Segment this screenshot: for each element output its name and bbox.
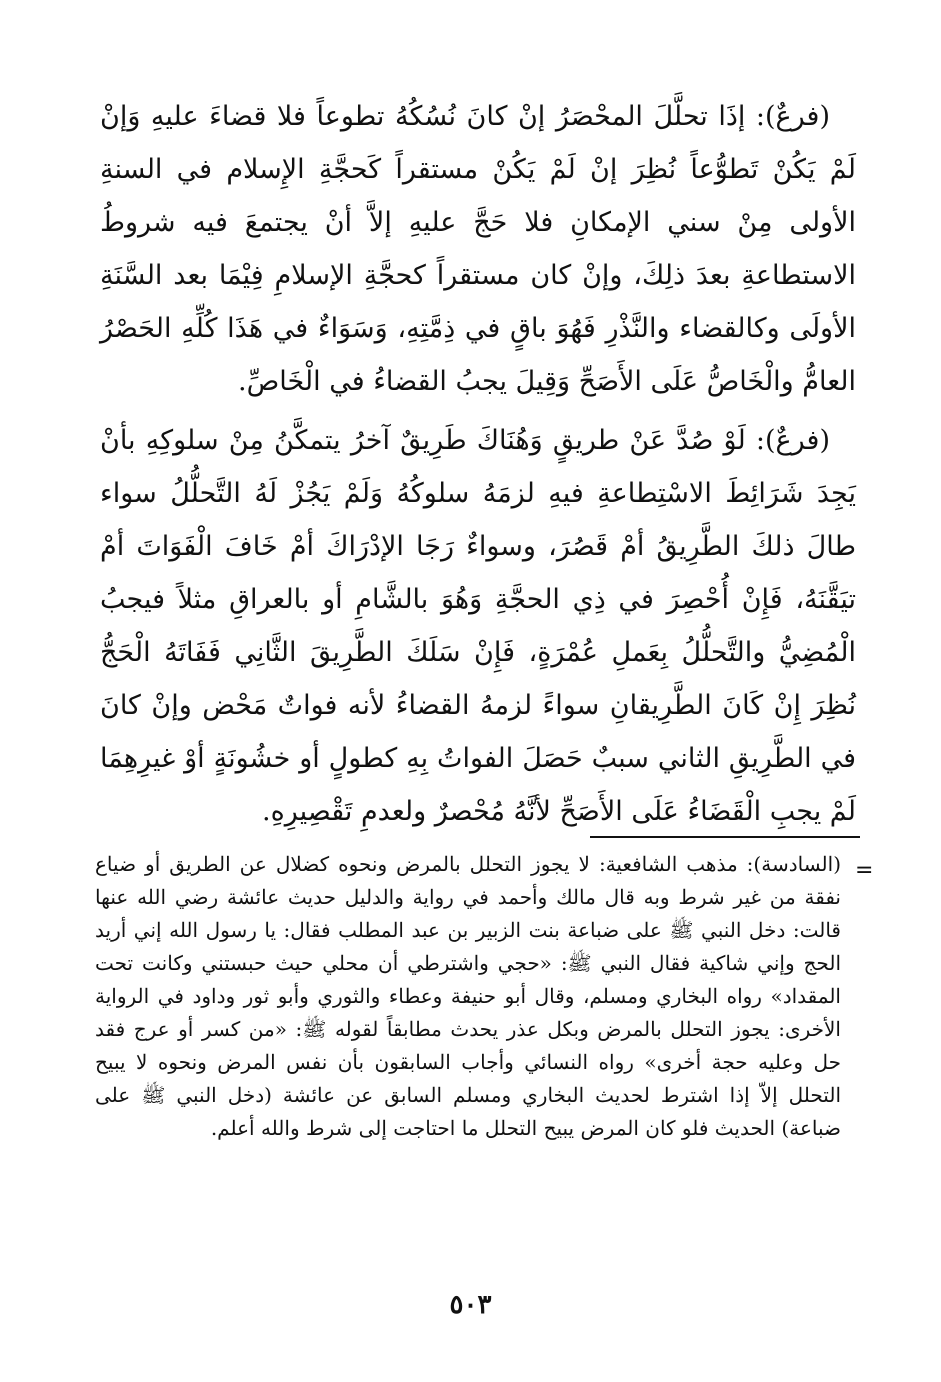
main-text [100,90,856,844]
page-number: ٥٠٣ [449,1290,492,1320]
footnote [95,848,841,1145]
footnote-separator [590,836,860,838]
paragraph-far-2: (فرعٌ): لَوْ صُدَّ عَنْ طريقٍ وَهُنَاكَ طَرِيقٌ آخرُ يتمكَّنُ مِنْ سلوكِهِ بأنْ يَجِدَ شَرَائِطَ الاسْتِطاعةِ فيهِ لزمَهُ سلوكُهُ وَلَمْ يَجُزْ لَهُ التَّحلُّلُ سواء طالَ ذلكَ الطَّرِيقُ أمْ قَصُرَ، وسواءٌ رَجَا الإدْرَاكَ أمْ خَافَ الْفَوَاتَ أمْ تيَقَّنَهُ، فَإِنْ أُحْصِرَ في ذِي الحجَّةِ وَهُوَ بالشَّامِ أو بالعراقِ مثلاً فيجبُ الْمُضِيُّ والتَّحلُّلُ بِعَملِ عُمْرَةٍ، فَإِنْ سَلَكَ الطَّرِيقَ الثَّانِي فَفَاتَهُ الْحَجُّ نُظِرَ إِنْ كَانَ الطَّرِيقانِ سواءً لزمهُ القضاءُ لأنه فواتٌ مَحْض وإنْ كانَ في الطَّرِيقِ الثاني سببٌ حَصَلَ الفواتُ بِهِ كطولٍ أو خشُونَةٍ أوْ غيرِهِمَا لَمْ يجبِ الْقَضَاءُ عَلَى الأَصَحِّ لأنَّهُ مُحْصرٌ ولعدمِ تَقْصِيرِهِ. [100,425,856,827]
footnote-text: (السادسة): مذهب الشافعية: لا يجوز التحلل بالمرض ونحوه كضلال عن الطريق أو ضياع نفقة من غير شرط وبه قال مالك وأحمد في رواية والدليل حديث عائشة رضي الله عنها قالت: دخل النبي ﷺ على ضباعة بنت الزبير بن عبد المطلب فقال: يا رسول الله إني أريد الحج وإني شاكية فقال النبي ﷺ: «حجي واشترطي أن محلي حيث حبستني وكانت تحت المقداد» رواه البخاري ومسلم، وقال أبو حنيفة وعطاء والثوري وأبو ثور وداود في الرواية الأخرى: يجوز التحلل بالمرض وبكل عذر يحدث مطابقاً لقوله ﷺ: «من كسر أو عرج فقد حل وعليه حجة أخرى» رواه النسائي وأجاب السابقون بأن نفس المرض ونحوه لا يبيح التحلل إلاّ إذا اشترط لحديث البخاري ومسلم السابق عن عائشة (دخل النبي ﷺ على ضباعة) الحديث فلو كان المرض يبيح التحلل ما احتاجت إلى شرط والله أعلم. [95,852,842,1140]
paragraph-far-1: (فرعٌ): إذَا تحلَّلَ المحْصَرُ إنْ كانَ نُسُكُهُ تطوعاً فلا قضاءَ عليهِ وَإنْ لَمْ يَكُنْ تَطوُّعاً نُظِرَ إنْ لَمْ يَكُنْ مستقراً كَحجَّةِ الإِسلام في السنةِ الأولى مِنْ سني الإمكانِ فلا حَجَّ عليهِ إلاَّ أنْ يجتمعَ فيه شروطُ الاستطاعةِ بعدَ ذلِكَ، وإنْ كان مستقراً كحجَّةِ الإسلامِ فِيْمَا بعد السَّنَةِ الأولَى وكالقضاء والنَّذْرِ فَهُوَ باقٍ في ذِمَّتِهِ، وَسَوَاءٌ في هَذَا كُلِّهِ الحَصْرُ العامُّ والْخَاصُّ عَلَى الأَصَحِّ وَقِيلَ يجبُ القضاءُ في الْخَاصِّ. [100,101,856,397]
footnote-continuation-marker: = [855,858,874,883]
